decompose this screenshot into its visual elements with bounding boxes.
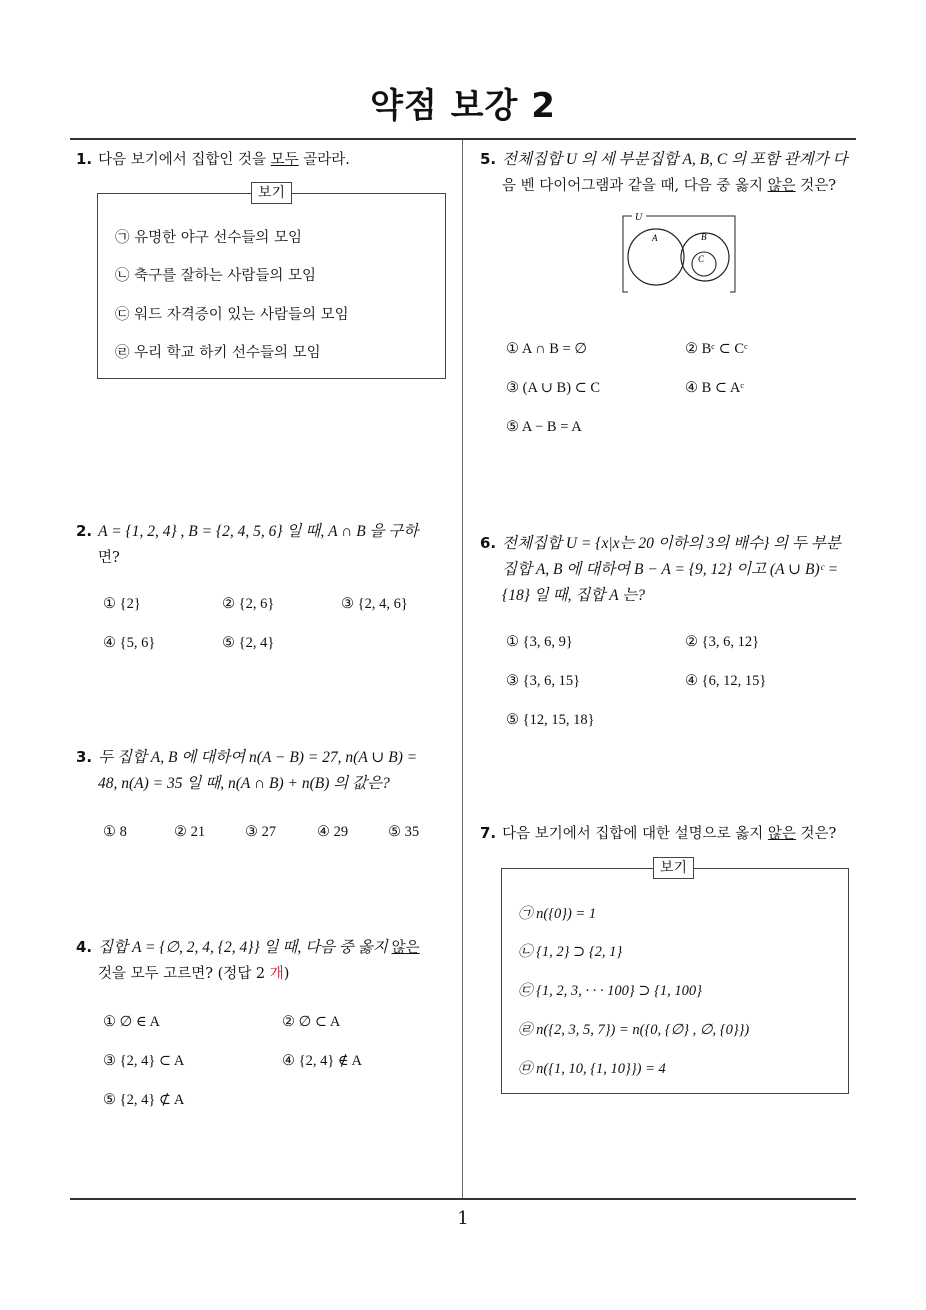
example-box-label: 보기 [653, 857, 694, 879]
option-1[interactable]: ① 8 [103, 824, 127, 840]
column-divider [462, 140, 463, 1200]
option-4[interactable]: ④ {6, 12, 15} [685, 673, 767, 689]
option-3[interactable]: ③ 27 [245, 824, 277, 840]
question-number: 7. [480, 824, 497, 842]
example-item: ㉢ 워드 자격증이 있는 사람들의 모임 [115, 307, 349, 323]
question-text: 다음 보기에서 집합에 대한 설명으로 옳지 [502, 826, 768, 842]
option-3[interactable]: ③ {3, 6, 15} [506, 673, 581, 689]
example-item: ㉡ {1, 2} ⊃ {2, 1} [518, 944, 623, 960]
option-3[interactable]: ③ (A ∪ B) ⊂ C [506, 380, 601, 396]
question-5 [480, 146, 860, 199]
venn-label-c: C [698, 254, 705, 264]
example-item: ㉡ 축구를 잘하는 사람들의 모임 [115, 268, 317, 284]
question-text-end: 골라라. [298, 152, 350, 168]
question-text: 집합 A = {∅, 2, 4, {2, 4}} 일 때, 다음 중 옳지 [98, 939, 392, 956]
question-text-line2: 것을 모두 고르면? (정답 2 [98, 966, 270, 982]
question-2 [76, 518, 460, 571]
question-text-line3: {18} 일 때, 집합 A 는? [502, 587, 645, 604]
option-2[interactable]: ② ∅ ⊂ A [282, 1014, 341, 1030]
question-text: 두 집합 A, B 에 대하여 n(A − B) = 27, n(A ∪ B) = [98, 749, 418, 766]
option-2[interactable]: ② {2, 6} [222, 596, 275, 612]
example-item: ㉢ {1, 2, 3, · · · 100} ⊃ {1, 100} [518, 983, 702, 999]
example-box-label: 보기 [251, 182, 292, 204]
option-5[interactable]: ⑤ A − B = A [506, 419, 582, 435]
page-number: 1 [457, 1208, 469, 1229]
question-4 [76, 934, 460, 987]
option-5[interactable]: ⑤ {2, 4} ⊄ A [103, 1092, 185, 1108]
option-1[interactable]: ① ∅ ∈ A [103, 1014, 160, 1030]
option-1[interactable]: ① {3, 6, 9} [506, 634, 573, 650]
venn-label-b: B [701, 232, 707, 242]
page-title: 약점 보강 2 [370, 86, 556, 126]
question-text-line2-end: 것은? [795, 178, 837, 194]
question-text-end: 것은? [795, 826, 837, 842]
option-2[interactable]: ② Bᶜ ⊂ Cᶜ [685, 341, 748, 357]
question-text-line2: 48, n(A) = 35 일 때, n(A ∩ B) + n(B) 의 값은? [98, 775, 390, 792]
question-1 [76, 146, 456, 173]
question-6 [480, 530, 860, 609]
option-3[interactable]: ③ {2, 4, 6} [341, 596, 408, 612]
question-text: A = {1, 2, 4} , B = {2, 4, 5, 6} 일 때, A ∩ B 을 구하 [98, 523, 419, 540]
option-2[interactable]: ② {3, 6, 12} [685, 634, 760, 650]
question-text-line2-end: ) [283, 966, 290, 982]
question-text: 전체집합 U 의 세 부분집합 A, B, C 의 포함 관계가 다 [502, 151, 848, 168]
underlined-keyword: 모두 [270, 152, 299, 168]
question-number: 2. [76, 522, 93, 540]
question-text-line2: 음 벤 다이어그램과 같을 때, 다음 중 옳지 [502, 178, 768, 194]
option-5[interactable]: ⑤ 35 [388, 824, 420, 840]
example-item: ㉤ n({1, 10, {1, 10}}) = 4 [518, 1061, 666, 1077]
question-text: 다음 보기에서 집합인 것을 [98, 152, 271, 168]
option-5[interactable]: ⑤ {12, 15, 18} [506, 712, 595, 728]
example-item: ㉠ 유명한 야구 선수들의 모임 [115, 230, 303, 246]
option-4[interactable]: ④ 29 [317, 824, 349, 840]
question-3 [76, 744, 460, 797]
option-5[interactable]: ⑤ {2, 4} [222, 635, 275, 651]
option-3[interactable]: ③ {2, 4} ⊂ A [103, 1053, 185, 1069]
venn-diagram [618, 208, 740, 298]
option-1[interactable]: ① A ∩ B = ∅ [506, 341, 587, 357]
highlighted-word: 개 [269, 966, 284, 982]
underlined-keyword: 않은 [767, 826, 796, 842]
question-7 [480, 820, 864, 847]
question-number: 5. [480, 150, 497, 168]
underlined-keyword: 않은 [391, 940, 420, 956]
header-rule [70, 138, 856, 140]
example-item: ㉣ n({2, 3, 5, 7}) = n({0, {∅} , ∅, {0}}) [518, 1022, 750, 1038]
question-number: 4. [76, 938, 93, 956]
venn-label-a: A [652, 233, 658, 243]
question-text-line2: 집합 A, B 에 대하여 B − A = {9, 12} 이고 (A ∪ B)ᶜ = [502, 561, 839, 578]
example-item: ㉠ n({0}) = 1 [518, 906, 597, 922]
option-1[interactable]: ① {2} [103, 596, 141, 612]
question-number: 3. [76, 748, 93, 766]
question-text-line2: 면? [98, 550, 120, 566]
question-number: 6. [480, 534, 497, 552]
option-4[interactable]: ④ {2, 4} ∉ A [282, 1053, 362, 1069]
footer-rule [70, 1198, 856, 1200]
option-4[interactable]: ④ B ⊂ Aᶜ [685, 380, 745, 396]
question-number: 1. [76, 150, 93, 168]
option-2[interactable]: ② 21 [174, 824, 206, 840]
venn-label-u: U [635, 212, 643, 223]
question-text: 전체집합 U = {x|x는 20 이하의 3의 배수} 의 두 부분 [502, 535, 841, 552]
underlined-keyword: 않은 [767, 178, 796, 194]
example-item: ㉣ 우리 학교 하키 선수들의 모임 [115, 345, 321, 361]
option-4[interactable]: ④ {5, 6} [103, 635, 156, 651]
